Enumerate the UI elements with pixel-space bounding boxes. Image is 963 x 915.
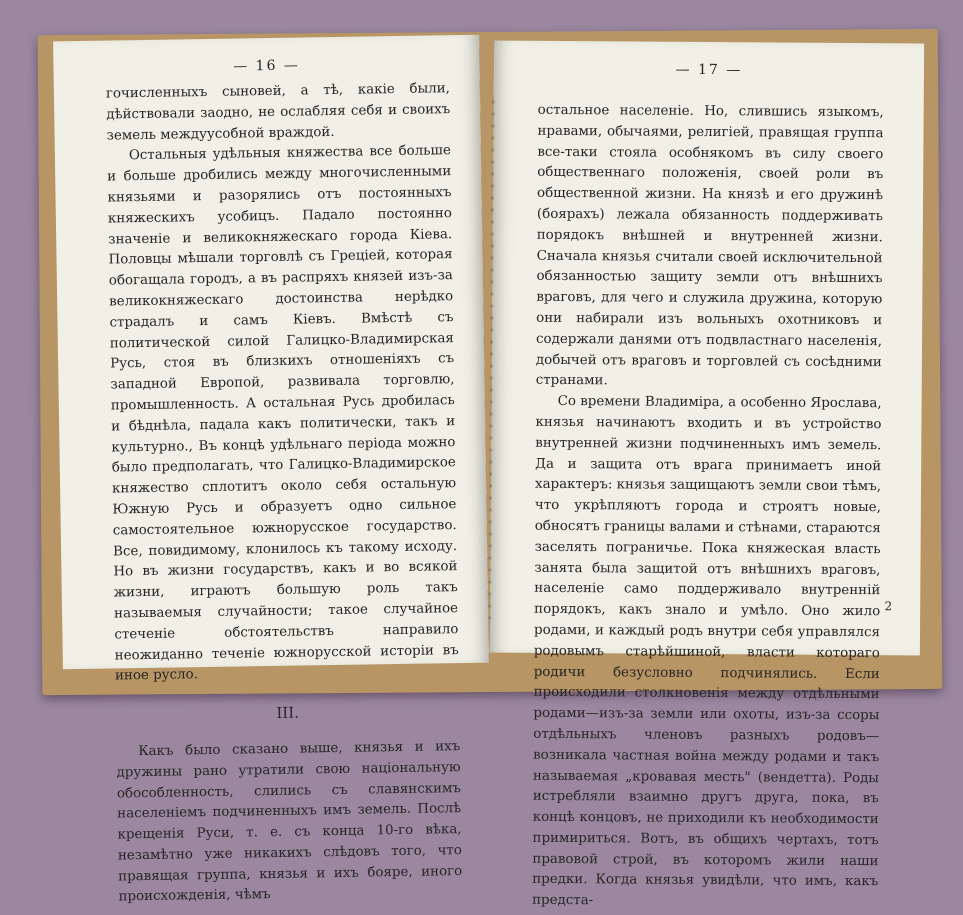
- paragraph: остальное населеніе. Но, слившись языкомъ, нравами, обычаями, религіей, правящая группа все-таки стояла особнякомъ въ силу своего общественнаго положенія, своей роли въ общественной жизни. На князѣ и его дружинѣ (боярахъ) лежала обязанность поддерживать порядокъ внѣшней и внутренней жизни. Сначала князья считали своей исключительной обязанностью защиту земли отъ внѣшнихъ враговъ, для чего и служила дружина, которую они набирали изъ вольныхъ охотниковъ и содержали данями отъ подвластнаго населенія, добычей отъ враговъ и торговлей съ сосѣдними странами.: [535, 102, 884, 389]
- paragraph: Остальныя удѣльныя княжества все больше и больше дробились между многочисленными князьями и разорялись отъ постоянныхъ княжескихъ усобицъ. Падало постоянно значеніе и великокняжескаго города Кіева. Половцы мѣшали торговлѣ съ Греціей, которая обогащала городъ, а въ распряхъ князей изъ-за великокняжескаго достоинства нерѣдко страдалъ и самъ Кіевъ. Вмѣстѣ съ политической силой Галицко-Владимирская Русь, стоя въ близкихъ отношеніяхъ съ западной Европой, развивала торговлю, промышленность. А остальная Русь дробилась и бѣднѣла, падала какъ политически, такъ и культурно., Въ концѣ удѣльнаго періода можно было предполагать, что Галицко-Владимирское княжество сплотитъ около себя остальную Южную Русь и образуетъ одно сильное самостоятельное южнорусское государство. Все, повидимому, клонилось къ такому исходу. Но въ жизни государствъ, какъ и во всякой жизни, играютъ большую роль такъ называемыя случайности; такое случайное стеченіе обстоятельствъ направило неожиданно теченіе южнорусской исторіи въ иное русло.: [107, 143, 459, 684]
- page-number-right: — 17 —: [675, 61, 743, 79]
- paragraph: Какъ было сказано выше, князья и ихъ дружины рано утратили свою національную обособленность, слились съ славянскимъ населеніемъ подчиненныхъ имъ земель. Послѣ крещенія Руси, т. е. съ конца 10-го вѣка, незамѣтно уже никакихъ слѣдовъ того, что правящая группа, князья и ихъ бояре, иного происхожденія, чѣмъ: [116, 738, 463, 905]
- paragraph: Со времени Владиміра, а особенно Ярослава, князья начинаютъ входить и въ устройство внутренней жизни подчиненныхъ имъ земель. Да и защита отъ врага принимаетъ иной характеръ: князья защищаютъ земли свои тѣмъ, что укрѣпляютъ города и строятъ новые, обносятъ границы валами и стѣнами, стараются заселять пограничье. Пока княжеская власть занята была защитой отъ внѣшнихъ враговъ, населеніе само поддерживало внутренній порядокъ, какъ знало и умѣло. Оно жило родами, и каждый родъ внутри себя управлялся родовымъ старѣйшиной, власти котораго родичи безусловно подчинялись. Если происходили столкновенія между отдѣльными родами—изъ-за земли или охоты, изъ-за ссоры отдѣльныхъ членовъ разныхъ родовъ—возникала частная война между родами и такъ называемая „кровавая месть" (вендетта). Роды истребляли взаимно другъ друга, пока, въ концѣ концовъ, не приходили къ необходимости примириться. Вотъ, въ общихъ чертахъ, тотъ правовой строй, въ которомъ жили наши предки. Когда князья увидѣли, что имъ, какъ предста-: [532, 394, 882, 909]
- right-page: [490, 41, 924, 909]
- page-number-left: — 16 —: [233, 57, 300, 75]
- signature-mark: 2: [884, 599, 893, 614]
- left-page: [53, 35, 489, 905]
- right-page-text: [532, 101, 884, 914]
- left-page-text: [106, 79, 463, 909]
- chapter-heading: III.: [276, 703, 300, 723]
- paragraph: гочисленныхъ сыновей, а тѣ, какіе были, дѣйствовали заодно, не ослабляя себя и своихъ земель междуусобной враждой.: [105, 81, 451, 144]
